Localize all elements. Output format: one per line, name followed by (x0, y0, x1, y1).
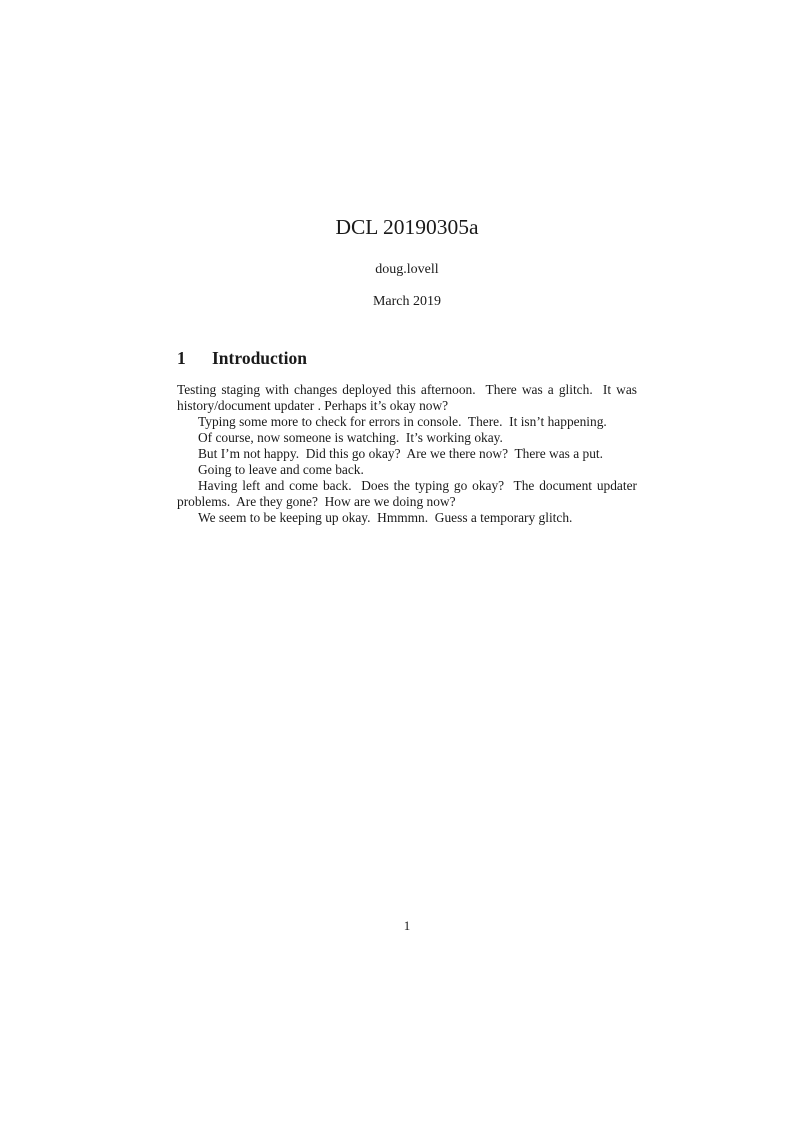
section-heading (177, 347, 637, 369)
paragraph: We seem to be keeping up okay. Hmmmn. Guess a temporary glitch. (198, 510, 573, 525)
document-date: March 2019 (372, 294, 442, 309)
body-paragraphs (177, 382, 641, 526)
document-author: doug.lovell (375, 262, 439, 277)
paragraph: But I’m not happy. Did this go okay? Are we there now? There was a put. (198, 446, 603, 461)
page-number: 1 (403, 918, 411, 933)
paragraph: Going to leave and come back. (198, 462, 364, 477)
section-number: 1 (177, 348, 186, 368)
paragraph: Having left and come back. Does the typing go okay? The document updater problems. Are they gone? How are we doing now? (177, 478, 641, 509)
paragraph: Of course, now someone is watching. It’s working okay. (198, 430, 503, 445)
text-block (177, 214, 641, 526)
section-title: Introduction (212, 348, 307, 368)
title-block (177, 214, 637, 310)
paragraph: Typing some more to check for errors in console. There. It isn’t happening. (198, 414, 607, 429)
paragraph: Testing staging with changes deployed this afternoon. There was a glitch. It was history/document updater . Perhaps it’s okay now? (177, 382, 641, 413)
document-title: DCL 20190305a (335, 215, 479, 239)
